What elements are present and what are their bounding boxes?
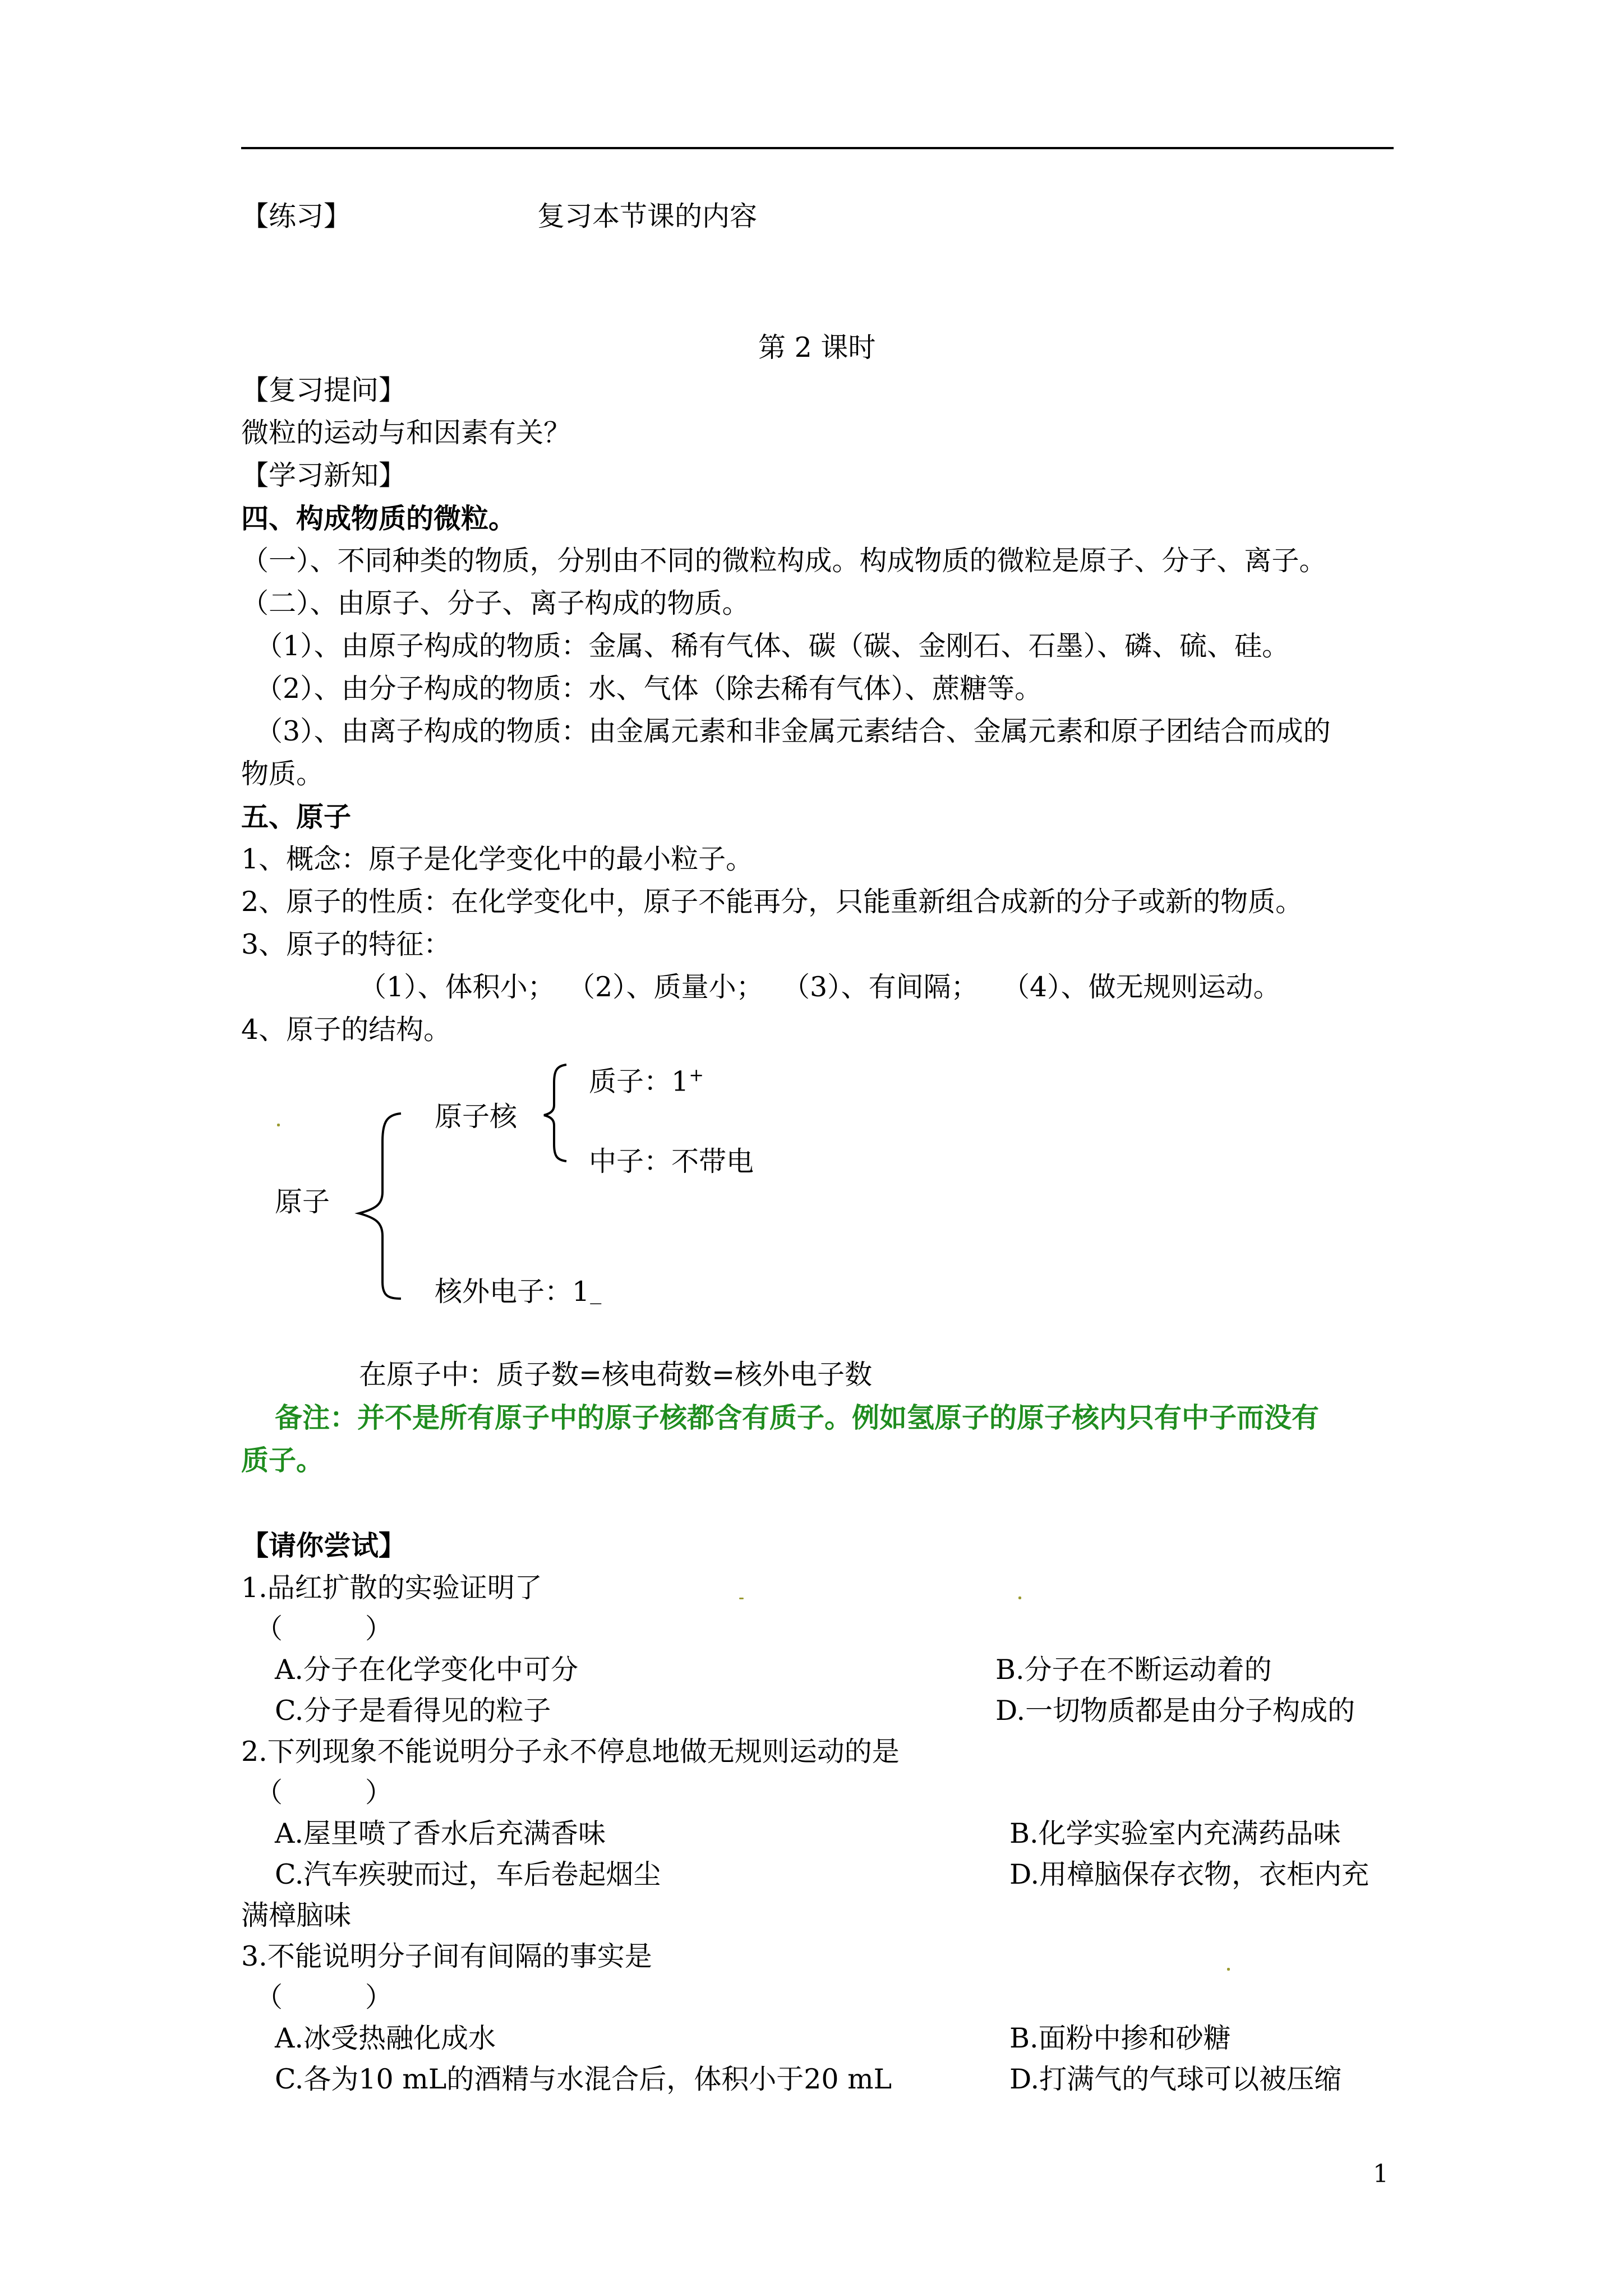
- equation: 在原子中：质子数=核电荷数=核外电子数: [359, 1359, 873, 1391]
- feature-3: （3）、有间隔；: [782, 971, 979, 1003]
- review-question: 微粒的运动与和因素有关？: [241, 417, 571, 449]
- q1-option-d: D.一切物质都是由分子构成的: [995, 1695, 1355, 1727]
- structure-atom: 原子: [275, 1186, 330, 1218]
- scan-speck: [1227, 1968, 1230, 1971]
- q2-option-d: D.用樟脑保存衣物，衣柜内充: [1009, 1858, 1370, 1890]
- practice-label: 【练习】: [241, 200, 352, 232]
- feature-1: （1）、体积小；: [359, 971, 555, 1003]
- section4-title: 四、构成物质的微粒。: [241, 502, 517, 535]
- section4-p2: （二）、由原子、分子、离子构成的物质。: [241, 587, 750, 619]
- note-line-1: 备注：并不是所有原子中的原子核都含有质子。例如氢原子的原子核内只有中子而没有: [275, 1401, 1320, 1434]
- nucleus-brace: [538, 1060, 578, 1167]
- q3-option-b: B.面粉中掺和砂糖: [1009, 2022, 1231, 2054]
- structure-proton: 质子：1+: [589, 1064, 704, 1098]
- section5-title: 五、原子: [241, 800, 352, 833]
- q3-stem: 3.不能说明分子间有间隔的事实是: [241, 1940, 652, 1972]
- scan-speck: [277, 1124, 280, 1126]
- structure-electron: 核外电子：$1_—$: [435, 1276, 602, 1310]
- q3-option-d: D.打满气的气球可以被压缩: [1009, 2063, 1342, 2095]
- q3-option-c: C.各为10 mL的酒精与水混合后，体积小于20 mL: [275, 2063, 892, 2095]
- section4-p3: （1）、由原子构成的物质：金属、稀有气体、碳（碳、金刚石、石墨）、磷、硫、硅。: [255, 630, 1290, 662]
- lesson-title: 第 2 课时: [758, 332, 876, 364]
- q1-option-c: C.分子是看得见的粒子: [275, 1695, 551, 1727]
- section4-p5a: （3）、由离子构成的物质：由金属元素和非金属元素结合、金属元素和原子团结合而成的: [255, 715, 1331, 747]
- q2-option-c: C.汽车疾驶而过，车后卷起烟尘: [275, 1858, 661, 1890]
- learn-label: 【学习新知】: [241, 459, 407, 491]
- q3-option-a: A.冰受热融化成水: [275, 2022, 496, 2054]
- section5-item4: 4、原子的结构。: [241, 1014, 451, 1046]
- structure-nucleus: 原子核: [435, 1101, 518, 1133]
- note-line-2: 质子。: [241, 1444, 324, 1476]
- section4-p5b: 物质。: [241, 758, 324, 790]
- q2-option-d-cont: 满樟脑味: [241, 1899, 352, 1931]
- q1-option-a: A.分子在化学变化中可分: [275, 1654, 578, 1686]
- feature-4: （4）、做无规则运动。: [1002, 971, 1281, 1003]
- scan-speck: [739, 1598, 744, 1599]
- scan-speck: [1018, 1596, 1021, 1599]
- q2-stem: 2.下列现象不能说明分子永不停息地做无规则运动的是: [241, 1736, 900, 1768]
- page-number: 1: [1373, 2160, 1389, 2188]
- section4-p4: （2）、由分子构成的物质：水、气体（除去稀有气体）、蔗糖等。: [255, 673, 1043, 705]
- q2-option-b: B.化学实验室内充满药品味: [1009, 1818, 1341, 1849]
- practice-text: 复习本节课的内容: [537, 200, 758, 232]
- q2-paren: （ ）: [255, 1777, 393, 1809]
- q2-option-a: A.屋里喷了香水后充满香味: [275, 1818, 606, 1849]
- section5-item3: 3、原子的特征：: [241, 928, 451, 960]
- q1-stem: 1.品红扩散的实验证明了: [241, 1572, 542, 1604]
- feature-2: （2）、质量小；: [568, 971, 764, 1003]
- header-rule: [241, 147, 1394, 149]
- section5-item2: 2、原子的性质：在化学变化中，原子不能再分，只能重新组合成新的分子或新的物质。: [241, 886, 1303, 918]
- section4-p1: （一）、不同种类的物质，分别由不同的微粒构成。构成物质的微粒是原子、分子、离子。: [241, 545, 1327, 577]
- try-label: 【请你尝试】: [241, 1529, 407, 1562]
- q1-option-b: B.分子在不断运动着的: [995, 1654, 1272, 1686]
- q1-paren: （ ）: [255, 1613, 393, 1645]
- section5-item1: 1、概念：原子是化学变化中的最小粒子。: [241, 843, 754, 875]
- q3-paren: （ ）: [255, 1981, 393, 2013]
- atom-brace: [348, 1108, 426, 1304]
- review-label: 【复习提问】: [241, 374, 407, 406]
- structure-neutron: 中子：不带电: [589, 1145, 754, 1177]
